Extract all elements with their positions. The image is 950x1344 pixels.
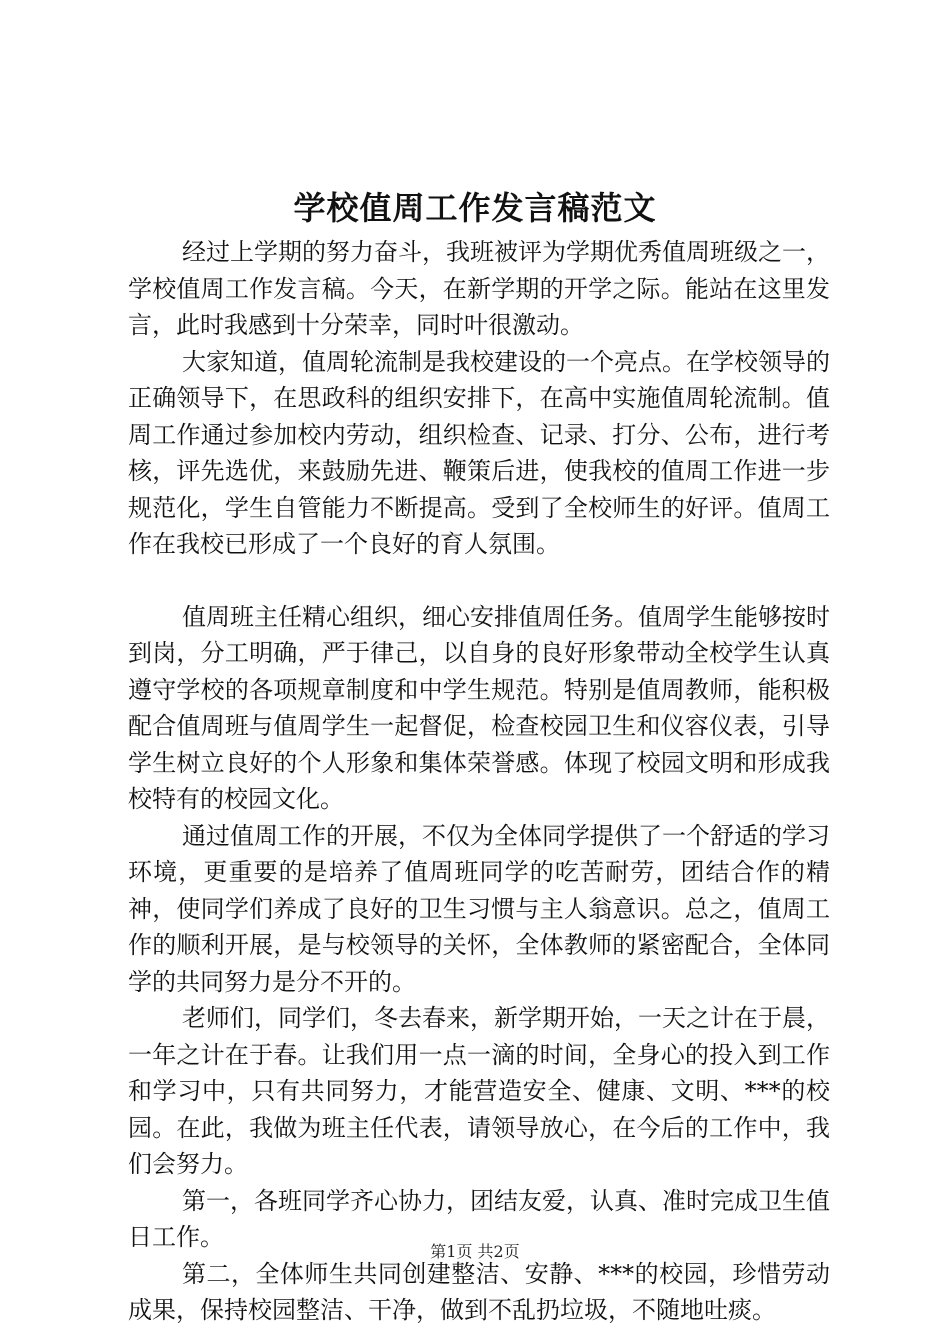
paragraph-6: 第一，各班同学齐心协力，团结友爱，认真、准时完成卫生值日工作。: [128, 1186, 830, 1251]
paragraph-5: 老师们，同学们，冬去春来，新学期开始，一天之计在于晨，一年之计在于春。让我们用一点一滴的时间，全身心的投入到工作和学习中，只有共同努力，才能营造安全、健康、文明、***的校园。在此，我做为班主任代表，请领导放心，在今后的工作中，我们会努力。: [128, 1004, 830, 1178]
document-body: [128, 234, 830, 1329]
paragraph-2: 大家知道，值周轮流制是我校建设的一个亮点。在学校领导的正确领导下，在思政科的组织安排下，在高中实施值周轮流制。值周工作通过参加校内劳动，组织检查、记录、打分、公布，进行考核，评先选优，来鼓励先进、鞭策后进，使我校的值周工作进一步规范化，学生自管能力不断提高。受到了全校师生的好评。值周工作在我校已形成了一个良好的育人氛围。: [128, 347, 830, 558]
page-footer: 第1页 共2页: [430, 1242, 520, 1261]
paragraph-3: 值周班主任精心组织，细心安排值周任务。值周学生能够按时到岗，分工明确，严于律己，以自身的良好形象带动全校学生认真遵守学校的各项规章制度和中学生规范。特别是值周教师，能积极配合值周班与值周学生一起督促，检查校园卫生和仪容仪表，引导学生树立良好的个人形象和集体荣誉感。体现了校园文明和形成我校特有的校园文化。: [128, 602, 830, 813]
document-title: 学校值周工作发言稿范文: [293, 189, 657, 227]
paragraph-1: 经过上学期的努力奋斗，我班被评为学期优秀值周班级之一，学校值周工作发言稿。今天，在新学期的开学之际。能站在这里发言，此时我感到十分荣幸，同时叶很激动。: [128, 238, 830, 339]
paragraph-7: 第二，全体师生共同创建整洁、安静、***的校园，珍惜劳动成果，保持校园整洁、干净，做到不乱扔垃圾，不随地吐痰。: [128, 1259, 830, 1324]
paragraph-4: 通过值周工作的开展，不仅为全体同学提供了一个舒适的学习环境，更重要的是培养了值周班同学的吃苦耐劳，团结合作的精神，使同学们养成了良好的卫生习惯与主人翁意识。总之，值周工作的顺利开展，是与校领导的关怀，全体教师的紧密配合，全体同学的共同努力是分不开的。: [128, 821, 830, 996]
